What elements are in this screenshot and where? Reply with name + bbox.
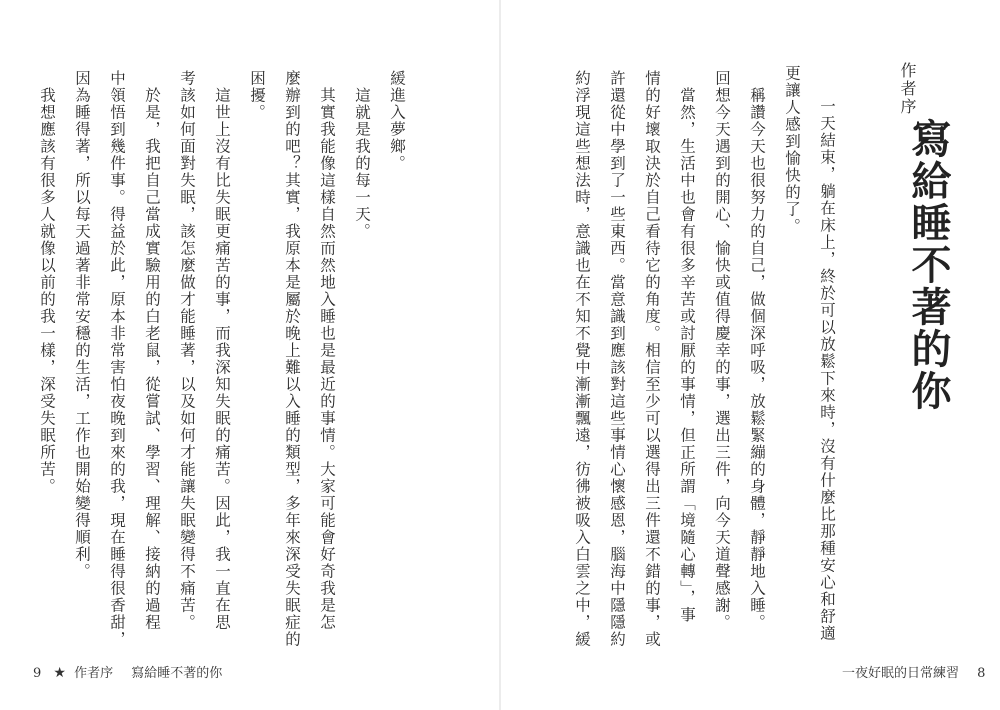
text-column: 許還從中學到了一些東西。當意識到應該對這些事情心懷感恩，腦海中隱隱約 [608, 70, 626, 648]
text-column: 約浮現這些想法時，意識也在不知不覺中漸漸飄遠，彷彿被吸入白雲之中，緩 [573, 70, 591, 648]
footer-title: 一夜好眠的日常練習 [842, 666, 960, 681]
right-footer [842, 662, 985, 681]
text-column: 緩進入夢鄉。 [388, 70, 406, 172]
text-column: 回想今天遇到的開心、愉快或值得慶幸的事，選出三件，向今天道聲感謝。 [713, 70, 731, 631]
page-number: 8 [977, 666, 986, 681]
footer-section: 作者序 [74, 666, 114, 681]
footer-title: 寫給睡不著的你 [131, 666, 223, 681]
chapter-title: 寫給睡不著的你 [905, 118, 952, 412]
page-gutter [499, 0, 501, 710]
text-column: 其實我能像這樣自然而然地入睡也是最近的事情。大家可能會好奇我是怎 [318, 70, 336, 631]
text-column: 中領悟到幾件事。得益於此，原本非常害怕夜晚到來的我，現在睡得很香甜， [108, 70, 126, 648]
left-footer [33, 662, 222, 681]
text-column: 這世上沒有比失眠更痛苦的事，而我深知失眠的痛苦。因此，我一直在思 [213, 70, 231, 631]
text-column: 考該如何面對失眠，該怎麼做才能睡著，以及如何才能讓失眠變得不痛苦。 [178, 70, 196, 631]
text-column: 更讓人感到愉快的了。 [783, 65, 801, 235]
text-column: 麼辦到的吧？其實，我原本是屬於晚上難以入睡的類型，多年來深受失眠症的 [283, 70, 301, 648]
text-column: 稱讚今天也很努力的自己，做個深呼吸，放鬆緊繃的身體，靜靜地入睡。 [748, 70, 766, 631]
text-column: 當然，生活中也會有很多辛苦或討厭的事情，但正所謂「境隨心轉」，事 [678, 70, 696, 624]
star-icon: ★ [53, 665, 66, 681]
page-number: 9 [33, 666, 42, 681]
text-column: 一天結束，躺在床上，終於可以放鬆下來時，沒有什麼比那種安心和舒適 [818, 98, 836, 642]
text-column: 我想應該有很多人就像以前的我一樣，深受失眠所苦。 [38, 70, 56, 495]
text-column: 於是，我把自己當成實驗用的白老鼠，從嘗試、學習、理解、接納的過程 [143, 70, 161, 631]
text-column: 困擾。 [248, 70, 266, 121]
text-column: 情的好壞取決於自己看待它的角度。相信至少可以選得出三件還不錯的事，或 [643, 70, 661, 648]
text-column: 因為睡得著，所以每天過著非常安穩的生活，工作也開始變得順利。 [73, 70, 91, 580]
text-column: 這就是我的每一天。 [353, 70, 371, 240]
section-kicker: 作者序 [898, 62, 917, 116]
